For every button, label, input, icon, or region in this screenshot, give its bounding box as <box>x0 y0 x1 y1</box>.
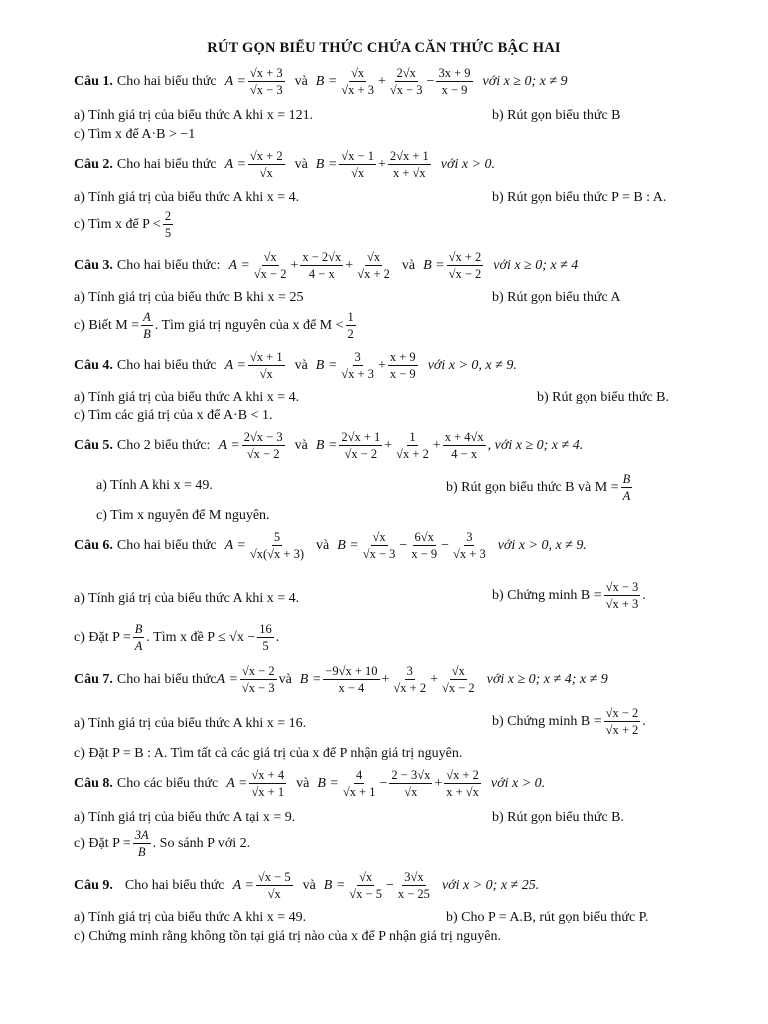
q3-a-term1 <box>252 250 289 281</box>
q6-c-den2: 5 <box>262 639 269 653</box>
q6-b-term2-den: x − 9 <box>411 547 438 561</box>
q6-b-term1 <box>361 530 398 561</box>
q4-b-term2-den: x − 9 <box>389 367 416 381</box>
q6-b-den: √x + 3 <box>605 597 639 611</box>
q4-b-term1-den: √x + 3 <box>341 367 374 381</box>
q7-b-term1 <box>323 664 379 695</box>
q9-b-term1-num: √x <box>359 870 373 884</box>
q6-b-term3-num: 3 <box>466 530 473 544</box>
q2-label: Câu 2. <box>74 156 113 172</box>
q3-b-fraction <box>447 250 484 281</box>
q3-a-term3 <box>355 250 392 281</box>
q7-b-term1-den: x − 4 <box>338 681 365 695</box>
q7-b-lhs: B = <box>299 671 322 687</box>
q6-b-term2-num: 6√x <box>414 530 434 544</box>
q5-b-term2 <box>394 430 431 461</box>
q6-b-term3-den: √x + 3 <box>453 547 486 561</box>
q2-part-b: b) Rút gọn biểu thức P = B : A. <box>492 190 667 205</box>
q1-condition: với x ≥ 0; x ≠ 9 <box>482 73 568 89</box>
q8-part-a: a) Tính giá trị của biểu thức A tại x = 9. <box>74 810 296 825</box>
q7-part-c: c) Đặt P = B : A. Tìm tất cả các giá trị của x để P nhận giá trị nguyên. <box>74 746 463 761</box>
q7-intro: Cho hai biểu thức <box>116 671 217 687</box>
q8-c-text-post: . So sánh P với 2. <box>152 835 251 851</box>
q8-a-fraction <box>249 768 286 799</box>
q7-b-term3-num: √x <box>451 664 465 678</box>
q5-and: và <box>294 437 308 453</box>
q8-a-num: √x + 4 <box>251 768 285 782</box>
q9-b-term2-num: 3√x <box>404 870 424 884</box>
q7-b-term1-num: −9√x + 10 <box>325 664 378 678</box>
q4-part-c: c) Tìm các giá trị của x để A·B < 1. <box>74 408 273 423</box>
q5-b-num: B <box>622 472 631 486</box>
q1-b-lhs: B = <box>315 73 338 89</box>
q6-c-text-mid: . Tìm x đề P ≤ √x − <box>146 629 256 645</box>
q5-part-a: a) Tính A khi x = 49. <box>96 478 213 493</box>
q3-part-a: a) Tính giá trị của biểu thức B khi x = 25 <box>74 290 304 305</box>
q6-b-text: b) Chứng minh B = <box>492 587 602 603</box>
q6-intro: Cho hai biểu thức <box>116 537 217 553</box>
q9-b-term2 <box>396 870 432 901</box>
q3-statement: Câu 3. Cho hai biểu thức: A = $\frac{√x}{√x - 2}$ + $\frac{x - 2√x}{4 - x}$ + $\frac{√x}{√x + 2}$ và B = $\frac{√x + 2}{√x - 2}$ với x ≥ 0; x ≠ 4 <box>74 250 579 281</box>
q4-a-lhs: A = <box>224 357 246 373</box>
q1-label: Câu 1. <box>74 73 113 89</box>
q9-part-b: b) Cho P = A.B, rút gọn biểu thức P. <box>446 910 649 925</box>
q1-a-lhs: A = <box>224 73 246 89</box>
q8-intro: Cho các biểu thức <box>116 775 219 791</box>
q8-part-b: b) Rút gọn biểu thức B. <box>492 810 625 825</box>
q4-part-b: b) Rút gọn biểu thức B. <box>537 390 670 405</box>
q5-statement: Câu 5. Cho 2 biểu thức: A = $\frac{2√x - 3}{√x - 2}$ và B = $\frac{2√x + 1}{√x - 2}$ + $\frac{1}{√x + 2}$ + $\frac{x + 4√x}{4 - x}$ , với x ≥ 0; x ≠ 4. <box>74 430 584 461</box>
q5-a-den: √x − 2 <box>246 447 280 461</box>
q1-part-b: b) Rút gọn biểu thức B <box>492 108 621 123</box>
q4-intro: Cho hai biểu thức <box>116 357 217 373</box>
q6-c-fraction <box>133 622 145 653</box>
q6-c-fraction2 <box>257 622 274 653</box>
q1-a-num: √x + 3 <box>249 66 283 80</box>
q4-b-term2-num: x + 9 <box>389 350 416 364</box>
q8-statement: Câu 8. Cho các biểu thức A = $\frac{√x + 4}{√x + 1}$ và B = $\frac{4}{√x + 1}$ − $\frac{2 - 3√x}{√x}$ + $\frac{√x + 2}{x + √x}$ với x > 0. <box>74 768 546 799</box>
q8-part-c <box>74 828 250 859</box>
q5-b-term3 <box>443 430 486 461</box>
q2-c-num: 2 <box>164 209 172 223</box>
q6-part-a: a) Tính giá trị của biểu thức A khi x = 4. <box>74 591 300 606</box>
q5-b-term2-num: 1 <box>409 430 416 444</box>
q5-b-term1 <box>339 430 382 461</box>
q8-b-term2-num: 2 − 3√x <box>391 768 431 782</box>
q9-b-lhs: B = <box>323 877 346 893</box>
q1-b-term1-num: √x <box>351 66 365 80</box>
q5-b-lhs: B = <box>315 437 338 453</box>
q6-c-num: B <box>134 622 143 636</box>
q5-condition: , với x ≥ 0; x ≠ 4. <box>487 437 584 453</box>
q6-label: Câu 6. <box>74 537 113 553</box>
q1-part-a: a) Tính giá trị của biểu thức A khi x = 121. <box>74 108 314 123</box>
q2-condition: với x > 0. <box>440 156 496 172</box>
q2-b-term2-den: x + √x <box>393 166 426 180</box>
q2-b-term2 <box>388 149 431 180</box>
q7-a-lhs: A = <box>216 671 238 687</box>
q9-a-num: √x − 5 <box>257 870 291 884</box>
q9-b-term2-den: x − 25 <box>397 887 430 901</box>
q9-b-term1-den: √x − 5 <box>349 887 382 901</box>
q2-b-term1-num: √x − 1 <box>341 149 374 163</box>
q2-a-num: √x + 2 <box>249 149 283 163</box>
q3-b-den: √x − 2 <box>448 267 482 281</box>
q6-statement: Câu 6. Cho hai biểu thức A = $\frac{5}{√x(√x + 3)}$ và B = $\frac{√x}{√x - 3}$ − $\frac{6√x}{x - 9}$ − $\frac{3}{√x + 3}$ với x > 0, x ≠ 9. <box>74 530 587 561</box>
q7-statement: Câu 7. Cho hai biểu thức A = $\frac{√x - 2}{√x - 3}$ và B = $\frac{-9√x + 10}{x - 4}$ + $\frac{3}{√x + 2}$ + $\frac{√x}{√x - 2}$ với x ≥ 0; x ≠ 4; x ≠ 9 <box>74 664 608 695</box>
q8-c-num: 3A <box>134 828 149 842</box>
q5-intro: Cho 2 biểu thức: <box>116 437 211 453</box>
q3-part-b: b) Rút gọn biểu thức A <box>492 290 621 305</box>
q1-a-fraction <box>248 66 285 97</box>
q3-c-den2: 2 <box>347 327 354 341</box>
q5-b-term3-den: 4 − x <box>451 447 478 461</box>
q9-intro: Cho hai biểu thức <box>124 877 225 893</box>
q4-a-den: √x <box>259 367 273 381</box>
q9-label: Câu 9. <box>74 877 113 893</box>
q3-a-lhs: A = <box>228 257 250 273</box>
q5-b-term1-num: 2√x + 1 <box>341 430 381 444</box>
q3-c-den: B <box>143 327 151 341</box>
q5-b-term3-num: x + 4√x <box>444 430 484 444</box>
q8-c-fraction <box>133 828 151 859</box>
q7-part-a: a) Tính giá trị của biểu thức A khi x = 16. <box>74 716 307 731</box>
q1-and: và <box>294 73 308 89</box>
q2-a-lhs: A = <box>224 156 246 172</box>
q7-condition: với x ≥ 0; x ≠ 4; x ≠ 9 <box>486 671 608 687</box>
q6-b-term1-den: √x − 3 <box>362 547 396 561</box>
q8-c-text: c) Đặt P = <box>74 835 131 851</box>
q2-c-text: c) Tìm x để P < <box>74 216 161 232</box>
q7-b-term2 <box>391 664 428 695</box>
page-title: RÚT GỌN BIỂU THỨC CHỨA CĂN THỨC BẬC HAI <box>207 40 561 56</box>
q8-a-lhs: A = <box>226 775 248 791</box>
q4-condition: với x > 0, x ≠ 9. <box>427 357 517 373</box>
q5-a-fraction <box>242 430 285 461</box>
q9-b-term1 <box>347 870 384 901</box>
q9-part-c: c) Chứng minh rằng không tồn tại giá trị nào của x để P nhận giá trị nguyên. <box>74 929 501 944</box>
q3-a-term3-num: √x <box>366 250 381 264</box>
q7-b-term2-num: 3 <box>406 664 413 678</box>
q3-condition: với x ≥ 0; x ≠ 4 <box>493 257 579 273</box>
q1-a-den: √x − 3 <box>249 83 283 97</box>
q8-b-term3-num: √x + 2 <box>446 768 479 782</box>
q9-a-fraction <box>256 870 293 901</box>
q2-part-c <box>74 209 175 240</box>
q6-part-b: b) Chứng minh B = $\frac{√x - 3}{√x + 3}$ . <box>492 580 646 611</box>
q8-b-term2-den: √x <box>404 785 418 799</box>
q3-c-num: A <box>143 310 151 324</box>
q6-b-fraction <box>604 580 641 611</box>
q1-b-term1 <box>339 66 376 97</box>
q6-a-den: √x(√x + 3) <box>249 547 305 561</box>
q8-and: và <box>296 775 310 791</box>
q4-b-term1 <box>339 350 376 381</box>
q6-c-num2: 16 <box>259 622 272 636</box>
q2-statement: Câu 2. Cho hai biểu thức A = $\frac{√x + 2}{√x}$ và B = $\frac{√x - 1}{√x}$ + $\frac{2√x + 1}{x + √x}$ với x > 0. <box>74 149 496 180</box>
q2-a-den: √x <box>259 166 273 180</box>
q6-c-den: A <box>134 639 143 653</box>
q3-a-term2 <box>300 250 343 281</box>
q8-a-den: √x + 1 <box>251 785 285 799</box>
q2-part-a: a) Tính giá trị của biểu thức A khi x = 4. <box>74 190 300 205</box>
q3-and: và <box>401 257 416 273</box>
q8-label: Câu 8. <box>74 775 113 791</box>
q5-b-term2-den: √x + 2 <box>396 447 429 461</box>
q6-b-num: √x − 3 <box>605 580 639 594</box>
q9-statement: Câu 9. Cho hai biểu thức A = $\frac{√x - 5}{√x}$ và B = $\frac{√x}{√x - 5}$ − $\frac{3√x}{x - 25}$ với x > 0; x ≠ 25. <box>74 870 540 901</box>
q1-b-term2-num: 2√x <box>396 66 416 80</box>
q9-condition: với x > 0; x ≠ 25. <box>441 877 540 893</box>
q4-label: Câu 4. <box>74 357 113 373</box>
q6-a-lhs: A = <box>224 537 246 553</box>
q2-c-den: 5 <box>164 226 172 240</box>
q4-a-num: √x + 1 <box>249 350 283 364</box>
q2-b-term1-den: √x <box>351 166 365 180</box>
q8-b-term1-den: √x + 1 <box>342 785 376 799</box>
q5-part-b <box>446 472 634 503</box>
q5-b-text: b) Rút gọn biểu thức B và M = <box>446 479 619 495</box>
q2-intro: Cho hai biểu thức <box>116 156 217 172</box>
q8-b-term1 <box>341 768 378 799</box>
q3-a-term2-num: x − 2√x <box>302 250 342 264</box>
q7-and: và <box>278 671 292 687</box>
q1-b-term1-den: √x + 3 <box>341 83 374 97</box>
q7-label: Câu 7. <box>74 671 113 687</box>
q4-b-term1-num: 3 <box>354 350 361 364</box>
q3-c-text: c) Biết M = <box>74 317 140 333</box>
q8-b-term3 <box>444 768 481 799</box>
q5-label: Câu 5. <box>74 437 113 453</box>
q7-b-text: b) Chứng minh B = <box>492 713 602 729</box>
q3-b-lhs: B = <box>423 257 445 273</box>
q2-b-term2-num: 2√x + 1 <box>389 149 429 163</box>
q8-b-term1-num: 4 <box>356 768 363 782</box>
q7-b-term2-den: √x + 2 <box>393 681 427 695</box>
q3-c-num2: 1 <box>347 310 354 324</box>
q5-a-num: 2√x − 3 <box>243 430 283 444</box>
q7-a-fraction <box>240 664 277 695</box>
q1-b-term2 <box>388 66 425 97</box>
q5-part-c: c) Tìm x nguyên để M nguyên. <box>96 508 270 523</box>
q6-b-term1-num: √x <box>372 530 386 544</box>
q1-b-term2-den: √x − 3 <box>389 83 423 97</box>
q7-b-fraction <box>604 706 641 737</box>
q3-intro: Cho hai biểu thức: <box>116 257 221 273</box>
q5-b-term1-den: √x − 2 <box>344 447 378 461</box>
q8-condition: với x > 0. <box>490 775 546 791</box>
q7-part-b: b) Chứng minh B = $\frac{√x - 2}{√x + 2}$ . <box>492 706 646 737</box>
q4-a-fraction <box>248 350 285 381</box>
q7-b-term3 <box>440 664 477 695</box>
q8-b-term3-den: x + √x <box>446 785 479 799</box>
q3-part-c <box>74 310 358 341</box>
q6-b-term3 <box>451 530 488 561</box>
q5-a-lhs: A = <box>218 437 240 453</box>
q7-b-den: √x + 2 <box>605 723 639 737</box>
q2-b-lhs: B = <box>315 156 338 172</box>
q3-a-term2-den: 4 − x <box>308 267 335 281</box>
q3-c-text-mid: . Tìm giá trị nguyên của x để M < <box>154 317 344 333</box>
q2-c-fraction <box>163 209 173 240</box>
q4-part-a: a) Tính giá trị của biểu thức A khi x = 4. <box>74 390 300 405</box>
q3-b-num: √x + 2 <box>448 250 482 264</box>
q7-b-term3-den: √x − 2 <box>442 681 475 695</box>
q8-c-den: B <box>137 845 146 859</box>
q5-b-den: A <box>622 489 631 503</box>
q6-b-lhs: B = <box>337 537 359 553</box>
q1-b-term3-den: x − 9 <box>441 83 468 97</box>
q2-and: và <box>294 156 308 172</box>
q9-and: và <box>302 877 316 893</box>
q1-b-term3 <box>436 66 472 97</box>
q8-b-term2 <box>389 768 432 799</box>
q4-b-lhs: B = <box>315 357 338 373</box>
q1-part-c: c) Tìm x để A·B > −1 <box>74 127 196 142</box>
q3-label: Câu 3. <box>74 257 113 273</box>
q6-condition: với x > 0, x ≠ 9. <box>497 537 587 553</box>
q6-a-fraction <box>248 530 306 561</box>
q3-c-fraction <box>141 310 153 341</box>
q8-b-lhs: B = <box>317 775 339 791</box>
q4-statement: Câu 4. Cho hai biểu thức A = $\frac{√x + 1}{√x}$ và B = $\frac{3}{√x + 3}$ + $\frac{x + 9}{x - 9}$ với x > 0, x ≠ 9. <box>74 350 517 381</box>
q2-b-term1 <box>339 149 376 180</box>
q7-a-den: √x − 3 <box>241 681 275 695</box>
q4-b-term2 <box>388 350 418 381</box>
q3-a-term3-den: √x + 2 <box>357 267 390 281</box>
q6-c-text: c) Đặt P = <box>74 629 131 645</box>
q4-and: và <box>294 357 308 373</box>
q6-b-term2 <box>409 530 439 561</box>
q2-a-fraction <box>248 149 285 180</box>
q3-c-fraction2 <box>346 310 356 341</box>
q6-and: và <box>316 537 330 553</box>
q9-a-lhs: A = <box>232 877 254 893</box>
q9-part-a: a) Tính giá trị của biểu thức A khi x = 49. <box>74 910 307 925</box>
q6-a-num: 5 <box>273 530 281 544</box>
q3-a-term1-num: √x <box>263 250 277 264</box>
q5-b-fraction <box>621 472 633 503</box>
q6-part-c: c) Đặt P = $\frac{B}{A}$ . Tìm x đề P ≤ √x − $\frac{16}{5}$ . <box>74 622 280 653</box>
q9-a-den: √x <box>267 887 281 901</box>
q1-intro: Cho hai biểu thức <box>116 73 217 89</box>
q7-b-num: √x − 2 <box>605 706 639 720</box>
q1-b-term3-num: 3x + 9 <box>438 66 471 80</box>
q1-statement: Câu 1. Cho hai biểu thức A = $\frac{√x + 3}{√x - 3}$ và B = $\frac{√x}{√x + 3}$ + $\frac{2√x}{√x - 3}$ − $\frac{3x + 9}{x - 9}$ với x ≥ 0; x ≠ 9 <box>74 66 568 97</box>
q3-a-term1-den: √x − 2 <box>253 267 287 281</box>
q7-a-num: √x − 2 <box>241 664 275 678</box>
